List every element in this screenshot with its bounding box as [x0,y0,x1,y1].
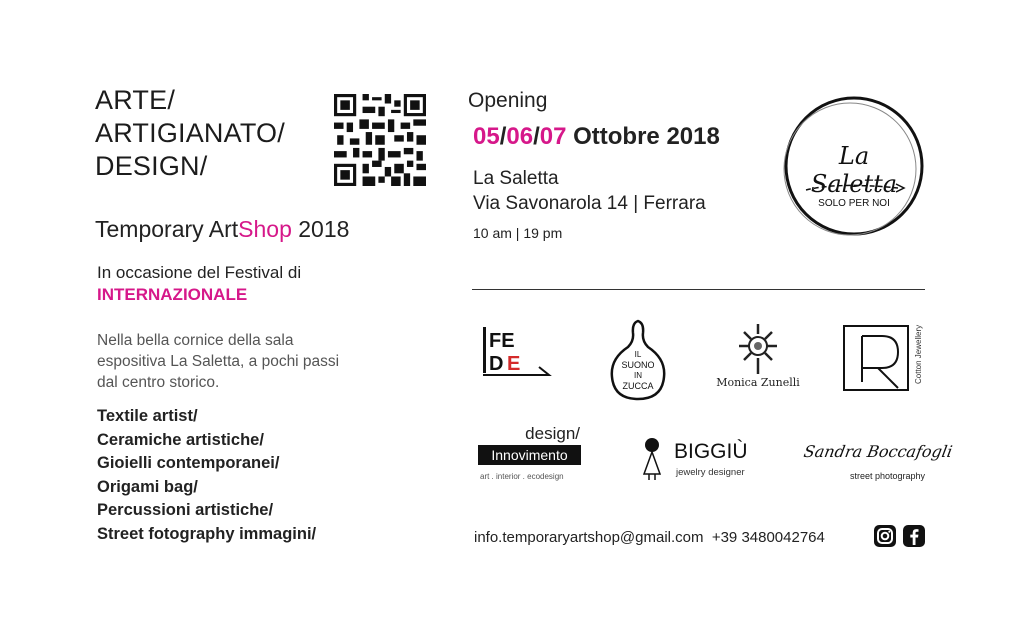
gourd-icon [606,317,670,403]
title-part-art: Temporary Art [95,216,239,242]
svg-text:D: D [489,353,504,375]
date-sep: / [533,123,540,150]
date-day-2: 06 [506,123,534,150]
monica-last: Zunelli [760,376,800,389]
artist-item: Gioielli contemporanei/ [97,454,280,472]
title-line-artigianato: ARTIGIANATO/ [95,118,285,148]
date-day-1: 05 [473,123,500,150]
venue-block [473,166,706,216]
title-line-arte: ARTE/ [95,85,176,115]
monica-zunelli-name [713,376,803,389]
artist-item: Origami bag/ [97,477,198,496]
title-part-year: 2018 [291,216,350,242]
instagram-glyph-icon [874,525,896,547]
sun-flower-icon [713,318,803,378]
venue-name: La Saletta [473,168,559,189]
fede-logo [481,325,553,383]
instagram-icon[interactable] [874,525,896,547]
biggiu-name: BIGGIÙ [674,440,748,463]
occasion-line: In occasione del Festival di [97,263,302,282]
venue-address: Via Savonarola 14 | Ferrara [473,193,706,214]
fede-mark-icon [481,325,553,383]
title-line-design: DESIGN/ [95,151,208,181]
design-word: design/ [525,424,580,443]
saletta-name: La Saletta [810,142,898,198]
svg-text:IN: IN [634,371,642,380]
girl-figure-icon [640,436,664,480]
sandra-signature: Sandra Boccafogli [802,442,954,461]
date-month-year: Ottobre 2018 [566,123,720,150]
date-sep: / [499,123,507,150]
title-part-shop: Shop [238,216,292,242]
facebook-icon[interactable] [903,525,925,547]
qr-code-icon[interactable] [334,94,426,186]
innovimento-logo [478,424,584,488]
occasion-block [97,262,301,306]
saletta-tagline: SOLO PER NOI [818,198,890,209]
temporary-artshop-title [95,216,349,243]
svg-text:IL: IL [634,350,642,359]
svg-text:FE: FE [489,330,515,352]
facebook-glyph-icon [903,525,925,547]
opening-dates [473,123,720,151]
innovimento-sub: art . interior . ecodesign [480,472,564,481]
innovimento-bar: Innovimento [478,445,581,465]
biggiu-sub: jewelry designer [676,467,745,478]
svg-text:SUONO: SUONO [621,360,655,370]
date-day-3: 07 [539,123,567,150]
opening-hours: 10 am | 19 pm [473,225,563,241]
artist-item: Textile artist/ [97,407,198,425]
cotton-jewellery-logo [842,324,926,396]
opening-label: Opening [468,89,548,112]
phone-number[interactable]: +39 3480042764 [711,529,825,546]
description: Nella bella cornice della sala espositiva La Saletta, a pochi passi dal centro storico. [97,332,340,391]
email-link[interactable]: info.temporaryartshop@gmail.com [474,529,704,546]
divider [472,289,925,290]
la-saletta-logo [778,92,926,240]
artist-item: Street fotography immagini/ [97,524,317,543]
suono-in-zucca-logo [606,317,670,403]
biggiu-logo [640,436,760,484]
sandra-boccafogli-logo [802,440,954,484]
artist-item: Ceramiche artistiche/ [97,430,264,449]
festival-name: INTERNAZIONALE [97,285,248,304]
artist-list [97,405,316,546]
title-block [95,84,285,183]
svg-text:ZUCCA: ZUCCA [622,381,654,391]
svg-text:E: E [507,353,521,375]
contact-line [474,529,825,546]
cotton-mark-icon [842,324,912,394]
sandra-sub: street photography [850,471,926,481]
monica-zunelli-logo [713,318,803,406]
monica-first: Monica [716,376,758,389]
artist-item: Percussioni artistiche/ [97,501,274,519]
cotton-caption: Cotton Jewellery [914,324,923,384]
